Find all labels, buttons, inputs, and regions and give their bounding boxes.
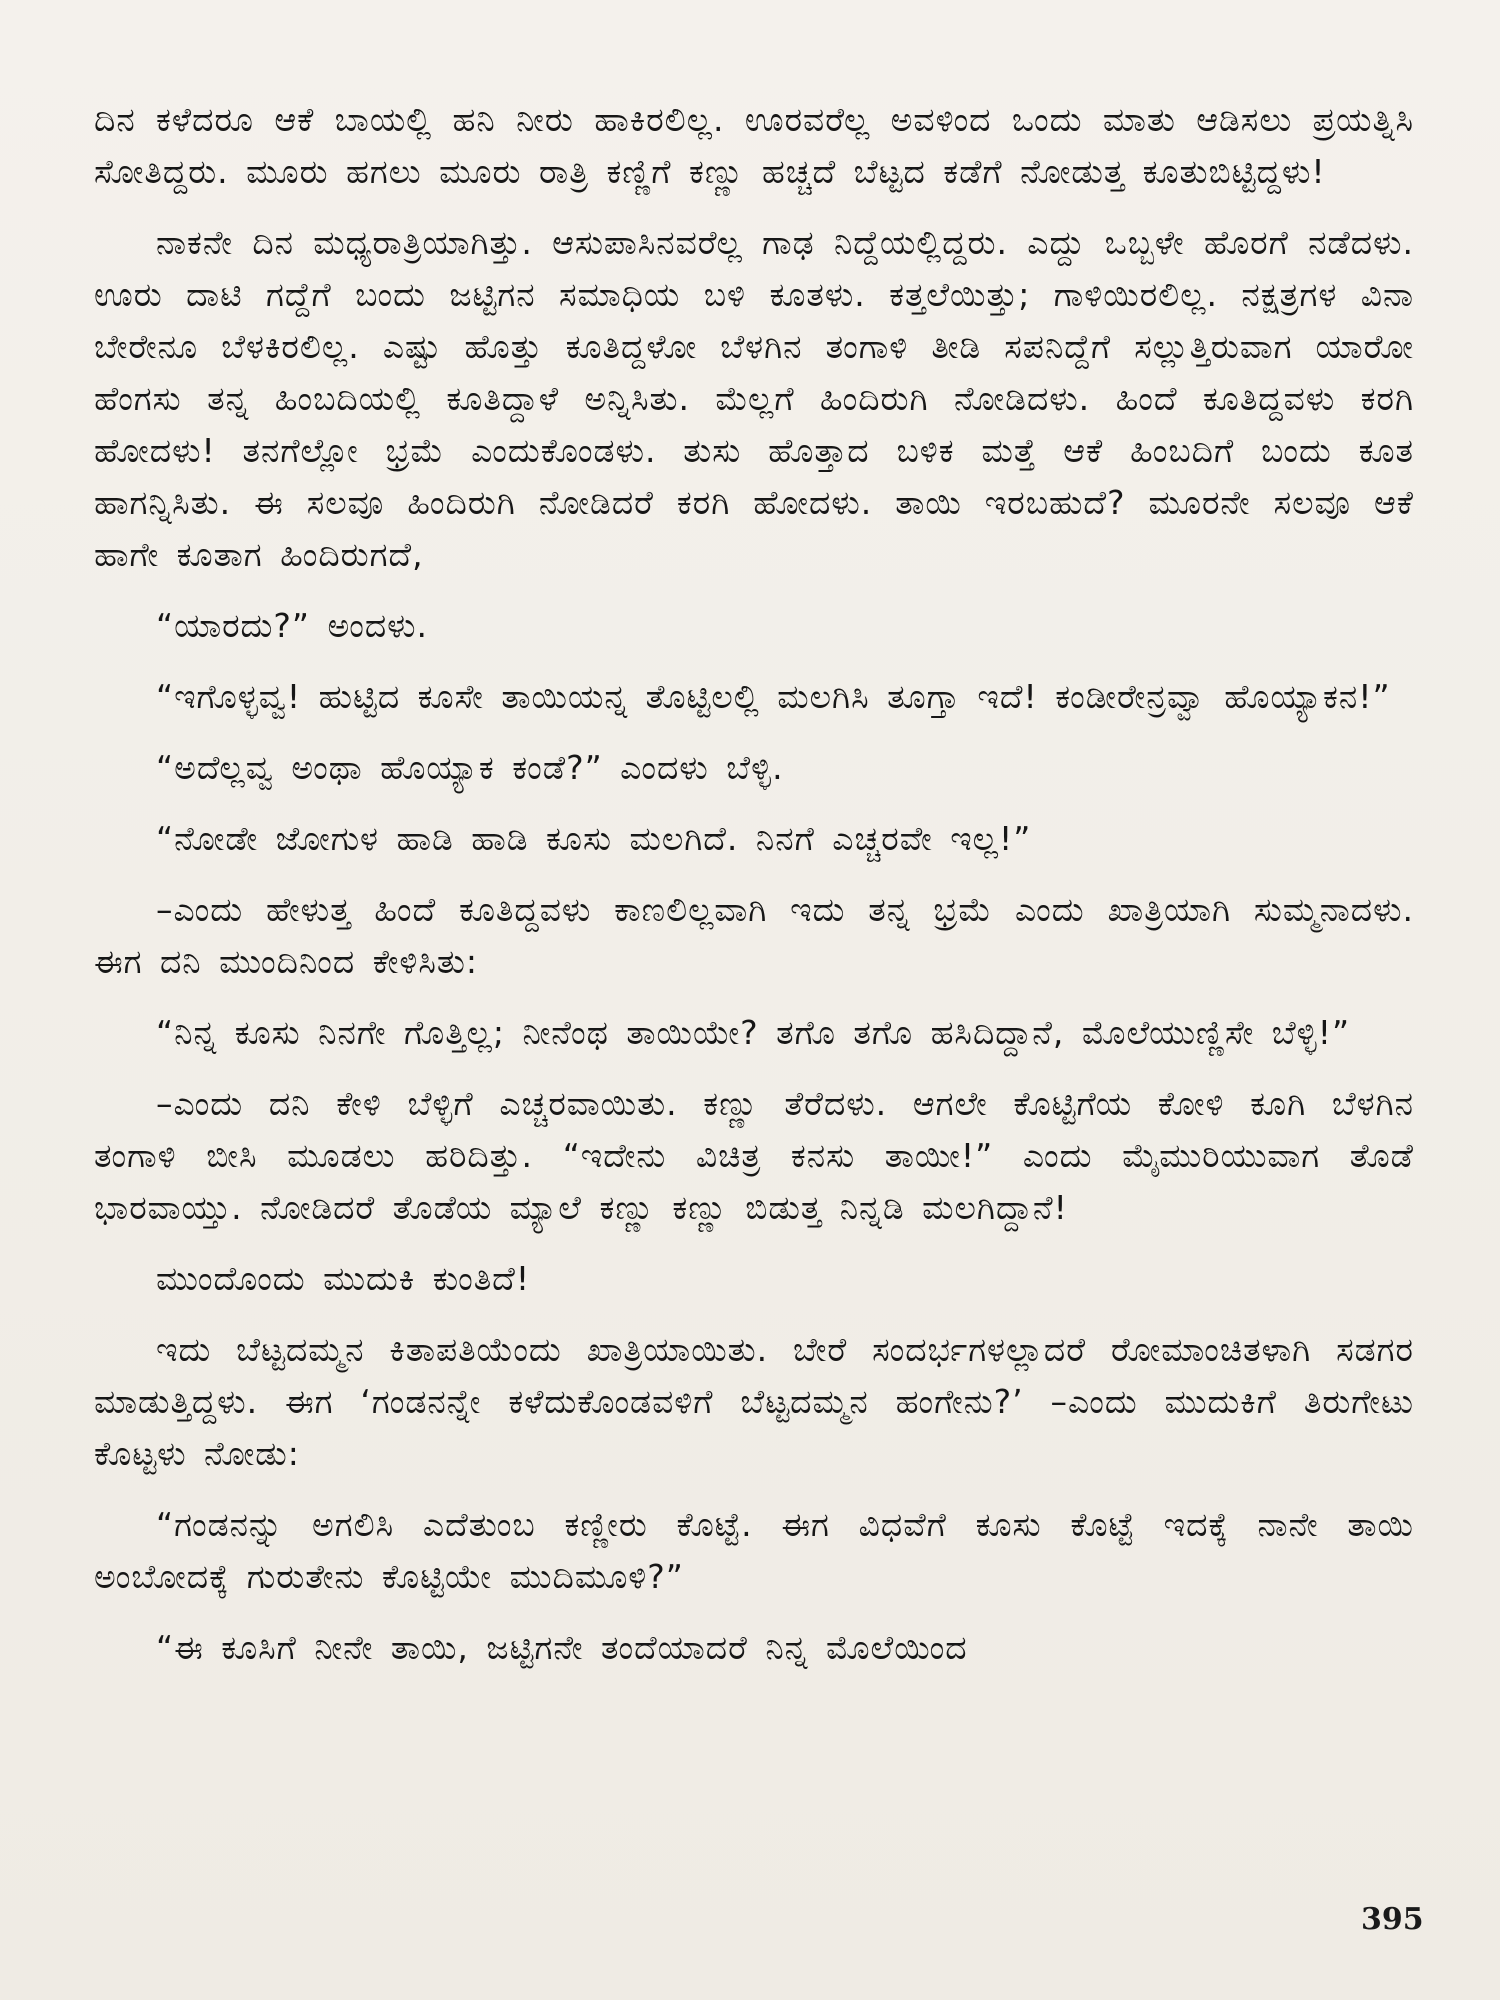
paragraph-4: “ಇಗೊಳ್ಳವ್ವ! ಹುಟ್ಟಿದ ಕೂಸೇ ತಾಯಿಯನ್ನ ತೊಟ್ಟಿಲಲ್ಲಿ ಮಲಗಿಸಿ ತೂಗ್ತಾ ಇದೆ! ಕಂಡೀರೇನ್ರವ್ವಾ ಹೊಯ್ಯಾಕನ!”	[156, 677, 1391, 716]
paragraph-10: ಮುಂದೊಂದು ಮುದುಕಿ ಕುಂತಿದೆ!	[156, 1259, 531, 1298]
paragraph-9: –ಎಂದು ದನಿ ಕೇಳಿ ಬೆಳ್ಳಿಗೆ ಎಚ್ಚರವಾಯಿತು. ಕಣ್ಣು ತೆರೆದಳು. ಆಗಲೇ ಕೊಟ್ಟಿಗೆಯ ಕೋಳಿ ಕೂಗಿ ಬೆಳಗಿನ ತಂಗಾಳಿ ಬೀಸಿ ಮೂಡಲು ಹರಿದಿತ್ತು. “ಇದೇನು ವಿಚಿತ್ರ ಕನಸು ತಾಯೀ!” ಎಂದು ಮೈಮುರಿಯುವಾಗ ತೊಡೆ ಭಾರವಾಯ್ತು. ನೋಡಿದರೆ ತೊಡೆಯ ಮ್ಯಾಲೆ ಕಣ್ಣು ಕಣ್ಣು ಬಿಡುತ್ತ ನಿನ್ನಡಿ ಮಲಗಿದ್ದಾನೆ!	[94, 1084, 1414, 1227]
paragraph-2: ನಾಕನೇ ದಿನ ಮಧ್ಯರಾತ್ರಿಯಾಗಿತ್ತು. ಆಸುಪಾಸಿನವರೆಲ್ಲ ಗಾಢ ನಿದ್ದೆಯಲ್ಲಿದ್ದರು. ಎದ್ದು ಒಬ್ಬಳೇ ಹೊರಗೆ ನಡೆದಳು. ಊರು ದಾಟಿ ಗದ್ದೆಗೆ ಬಂದು ಜಟ್ಟಿಗನ ಸಮಾಧಿಯ ಬಳಿ ಕೂತಳು. ಕತ್ತಲೆಯಿತ್ತು; ಗಾಳಿಯಿರಲಿಲ್ಲ. ನಕ್ಷತ್ರಗಳ ವಿನಾ ಬೇರೇನೂ ಬೆಳಕಿರಲಿಲ್ಲ. ಎಷ್ಟು ಹೊತ್ತು ಕೂತಿದ್ದಳೋ ಬೆಳಗಿನ ತಂಗಾಳಿ ತೀಡಿ ಸಪನಿದ್ದೆಗೆ ಸಲ್ಲುತ್ತಿರುವಾಗ ಯಾರೋ ಹೆಂಗಸು ತನ್ನ ಹಿಂಬದಿಯಲ್ಲಿ ಕೂತಿದ್ದಾಳೆ ಅನ್ನಿಸಿತು. ಮೆಲ್ಲಗೆ ಹಿಂದಿರುಗಿ ನೋಡಿದಳು. ಹಿಂದೆ ಕೂತಿದ್ದವಳು ಕರಗಿ ಹೋದಳು! ತನಗೆಲ್ಲೋ ಭ್ರಮೆ ಎಂದುಕೊಂಡಳು. ತುಸು ಹೊತ್ತಾದ ಬಳಿಕ ಮತ್ತೆ ಆಕೆ ಹಿಂಬದಿಗೆ ಬಂದು ಕೂತ ಹಾಗನ್ನಿಸಿತು. ಈ ಸಲವೂ ಹಿಂದಿರುಗಿ ನೋಡಿದರೆ ಕರಗಿ ಹೋದಳು. ತಾಯಿ ಇರಬಹುದೆ? ಮೂರನೇ ಸಲವೂ ಆಕೆ ಹಾಗೇ ಕೂತಾಗ ಹಿಂದಿರುಗದೆ,	[94, 223, 1414, 574]
paragraph-13: “ಈ ಕೂಸಿಗೆ ನೀನೇ ತಾಯಿ, ಜಟ್ಟಿಗನೇ ತಂದೆಯಾದರೆ ನಿನ್ನ ಮೊಲೆಯಿಂದ	[156, 1628, 968, 1667]
paragraph-1: ದಿನ ಕಳೆದರೂ ಆಕೆ ಬಾಯಲ್ಲಿ ಹನಿ ನೀರು ಹಾಕಿರಲಿಲ್ಲ. ಊರವರೆಲ್ಲ ಅವಳಿಂದ ಒಂದು ಮಾತು ಆಡಿಸಲು ಪ್ರಯತ್ನಿಸಿ ಸೋತಿದ್ದರು. ಮೂರು ಹಗಲು ಮೂರು ರಾತ್ರಿ ಕಣ್ಣಿಗೆ ಕಣ್ಣು ಹಚ್ಚದೆ ಬೆಟ್ಟದ ಕಡೆಗೆ ನೋಡುತ್ತ ಕೂತುಬಿಟ್ಟಿದ್ದಳು!	[94, 100, 1414, 191]
paragraph-6: “ನೋಡೇ ಜೋಗುಳ ಹಾಡಿ ಹಾಡಿ ಕೂಸು ಮಲಗಿದೆ. ನಿನಗೆ ಎಚ್ಚರವೇ ಇಲ್ಲ!”	[156, 819, 1032, 858]
paragraph-8: “ನಿನ್ನ ಕೂಸು ನಿನಗೇ ಗೊತ್ತಿಲ್ಲ; ನೀನೆಂಥ ತಾಯಿಯೇ? ತಗೊ ತಗೊ ಹಸಿದಿದ್ದಾನೆ, ಮೊಲೆಯುಣ್ಣಿಸೇ ಬೆಳ್ಳಿ!”	[156, 1013, 1351, 1052]
paragraph-5: “ಅದೆಲ್ಲವ್ವ ಅಂಥಾ ಹೊಯ್ಯಾಕ ಕಂಡೆ?” ಎಂದಳು ಬೆಳ್ಳಿ.	[156, 748, 784, 787]
paragraph-12: “ಗಂಡನನ್ನು ಅಗಲಿಸಿ ಎದೆತುಂಬ ಕಣ್ಣೀರು ಕೊಟ್ಟೆ. ಈಗ ವಿಧವೆಗೆ ಕೂಸು ಕೊಟ್ಟೆ ಇದಕ್ಕೆ ನಾನೇ ತಾಯಿ ಅಂಬೋದಕ್ಕೆ ಗುರುತೇನು ಕೊಟ್ಟಿಯೇ ಮುದಿಮೂಳಿ?”	[94, 1505, 1414, 1596]
paragraph-3: “ಯಾರದು?” ಅಂದಳು.	[156, 606, 429, 645]
paragraph-11: ಇದು ಬೆಟ್ಟದಮ್ಮನ ಕಿತಾಪತಿಯೆಂದು ಖಾತ್ರಿಯಾಯಿತು. ಬೇರೆ ಸಂದರ್ಭಗಳಲ್ಲಾದರೆ ರೋಮಾಂಚಿತಳಾಗಿ ಸಡಗರ ಮಾಡುತ್ತಿದ್ದಳು. ಈಗ ‘ಗಂಡನನ್ನೇ ಕಳೆದುಕೊಂಡವಳಿಗೆ ಬೆಟ್ಟದಮ್ಮನ ಹಂಗೇನು?’ –ಎಂದು ಮುದುಕಿಗೆ ತಿರುಗೇಟು ಕೊಟ್ಟಳು ನೋಡು:	[94, 1330, 1414, 1473]
page-number: 395	[1361, 1902, 1424, 1937]
paragraph-7: –ಎಂದು ಹೇಳುತ್ತ ಹಿಂದೆ ಕೂತಿದ್ದವಳು ಕಾಣಲಿಲ್ಲವಾಗಿ ಇದು ತನ್ನ ಭ್ರಮೆ ಎಂದು ಖಾತ್ರಿಯಾಗಿ ಸುಮ್ಮನಾದಳು. ಈಗ ದನಿ ಮುಂದಿನಿಂದ ಕೇಳಿಸಿತು:	[94, 890, 1414, 981]
body-text	[94, 94, 1414, 1693]
